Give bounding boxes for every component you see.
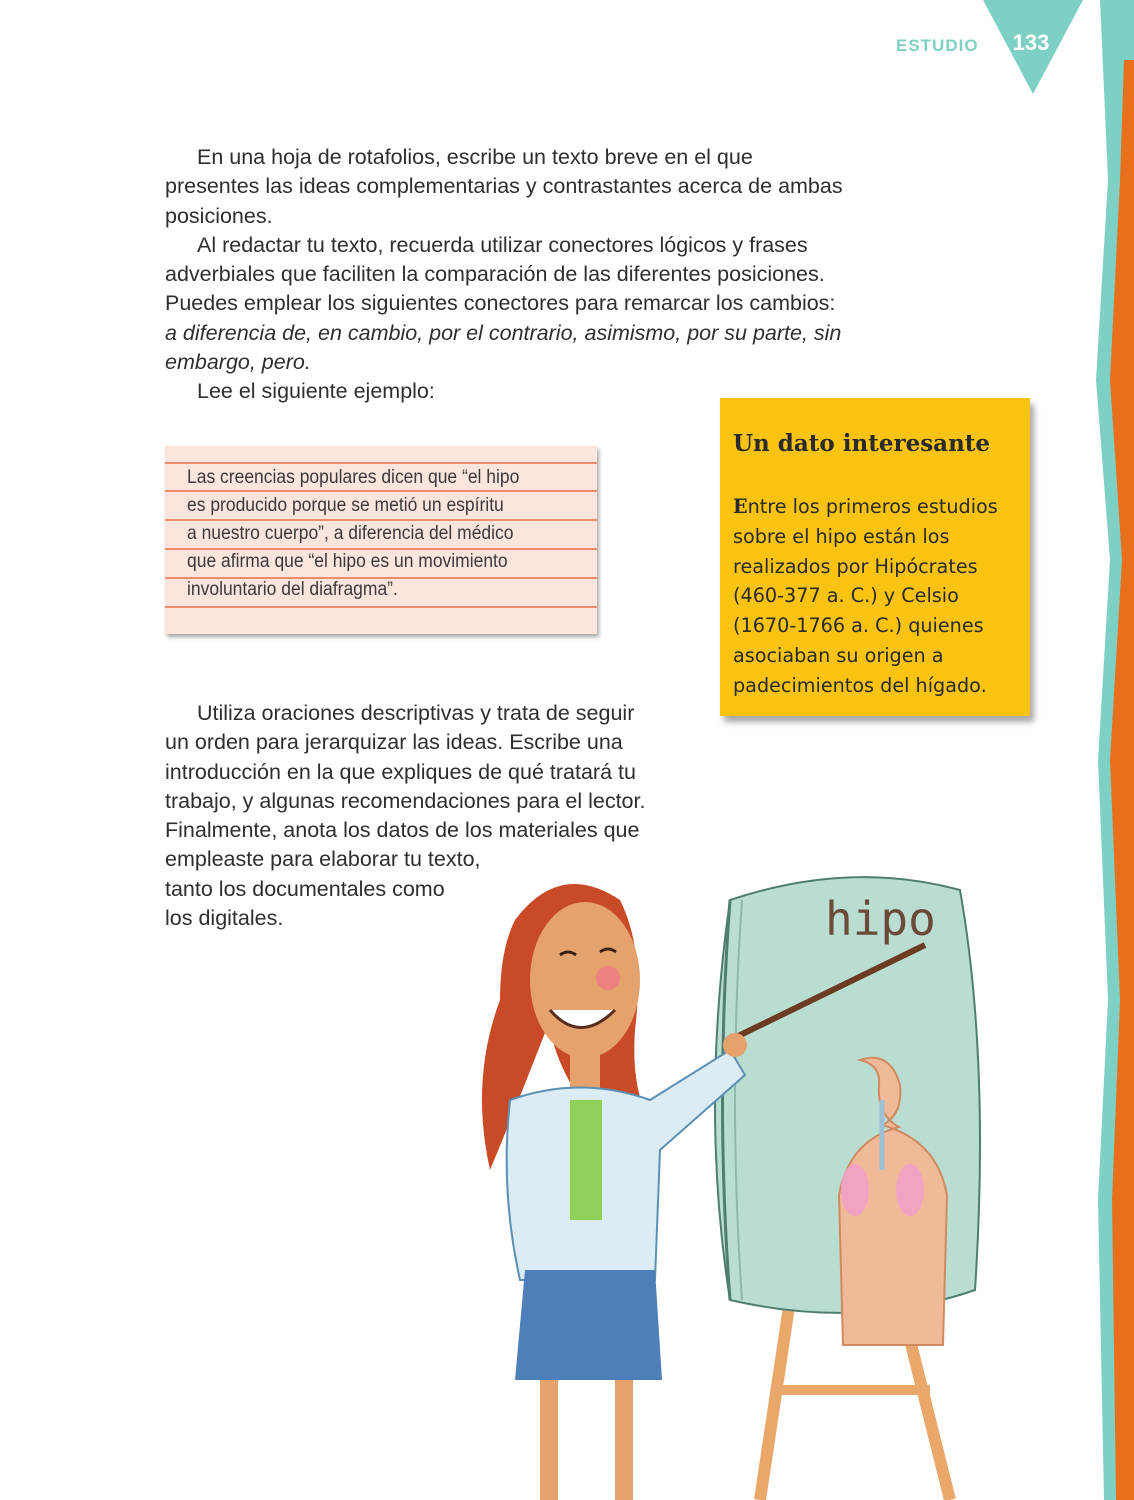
intro-paragraph-2-text: Al redactar tu texto, recuerda utilizar conectores lógicos y frases adverbiales que faciliten la comparación de las diferentes posiciones. Puedes emplear los siguientes conectores para remarcar los cambios: [165, 232, 836, 316]
fact-body [733, 492, 1023, 701]
example-line: a nuestro cuerpo”, a diferencia del médico [187, 523, 514, 544]
closing-line: los digitales. [165, 906, 284, 931]
doctor-icon [482, 884, 747, 1500]
fact-box [720, 398, 1030, 716]
board-word: hipo [825, 892, 936, 946]
flipchart-icon [715, 877, 980, 1345]
example-line: involuntario del diafragma”. [187, 579, 398, 600]
fact-title: Un dato interesante [733, 430, 991, 457]
example-box [165, 446, 597, 634]
example-text [187, 464, 592, 604]
connectors-list: a diferencia de, en cambio, por el contrario, asimismo, por su parte, sin embargo, pero. [165, 320, 842, 375]
example-line: Las creencias populares dicen que “el hipo [187, 467, 520, 488]
closing-line: tanto los documentales como [165, 876, 445, 901]
example-line: es producido porque se metió un espíritu [187, 495, 504, 516]
closing-line: Utiliza oraciones descriptivas y trata de seguir [197, 701, 635, 725]
closing-line: introducción en la que expliques de qué tratará tu [165, 759, 636, 784]
section-label: ESTUDIO [896, 36, 979, 55]
closing-line: Finalmente, anota los datos de los materiales que [165, 818, 640, 843]
closing-line: trabajo, y algunas recomendaciones para el lector. [165, 788, 646, 813]
rule-line [165, 606, 597, 608]
intro-text [165, 143, 845, 407]
doctor-flipchart-illustration [430, 860, 990, 1500]
page-number: 133 [1012, 30, 1050, 55]
intro-paragraph-3: Lee el siguiente ejemplo: [197, 379, 435, 404]
intro-paragraph-2 [165, 231, 845, 377]
closing-line: empleaste para elaborar tu texto, [165, 847, 481, 872]
fact-initial: E [733, 495, 748, 518]
example-line: que afirma que “el hipo es un movimiento [187, 551, 508, 572]
intro-paragraph-1: En una hoja de rotafolios, escribe un texto breve en el que presentes las ideas complementarias y contrastantes acerca de ambas posiciones. [165, 145, 843, 228]
fact-body-text: ntre los primeros estudios sobre el hipo están los realizados por Hipócrates (460-377 a. C.) y Celsio (1670-1766 a. C.) quienes asociaban su origen a padecimientos del hígado. [733, 495, 998, 697]
closing-line: un orden para jerarquizar las ideas. Escribe una [165, 730, 623, 755]
